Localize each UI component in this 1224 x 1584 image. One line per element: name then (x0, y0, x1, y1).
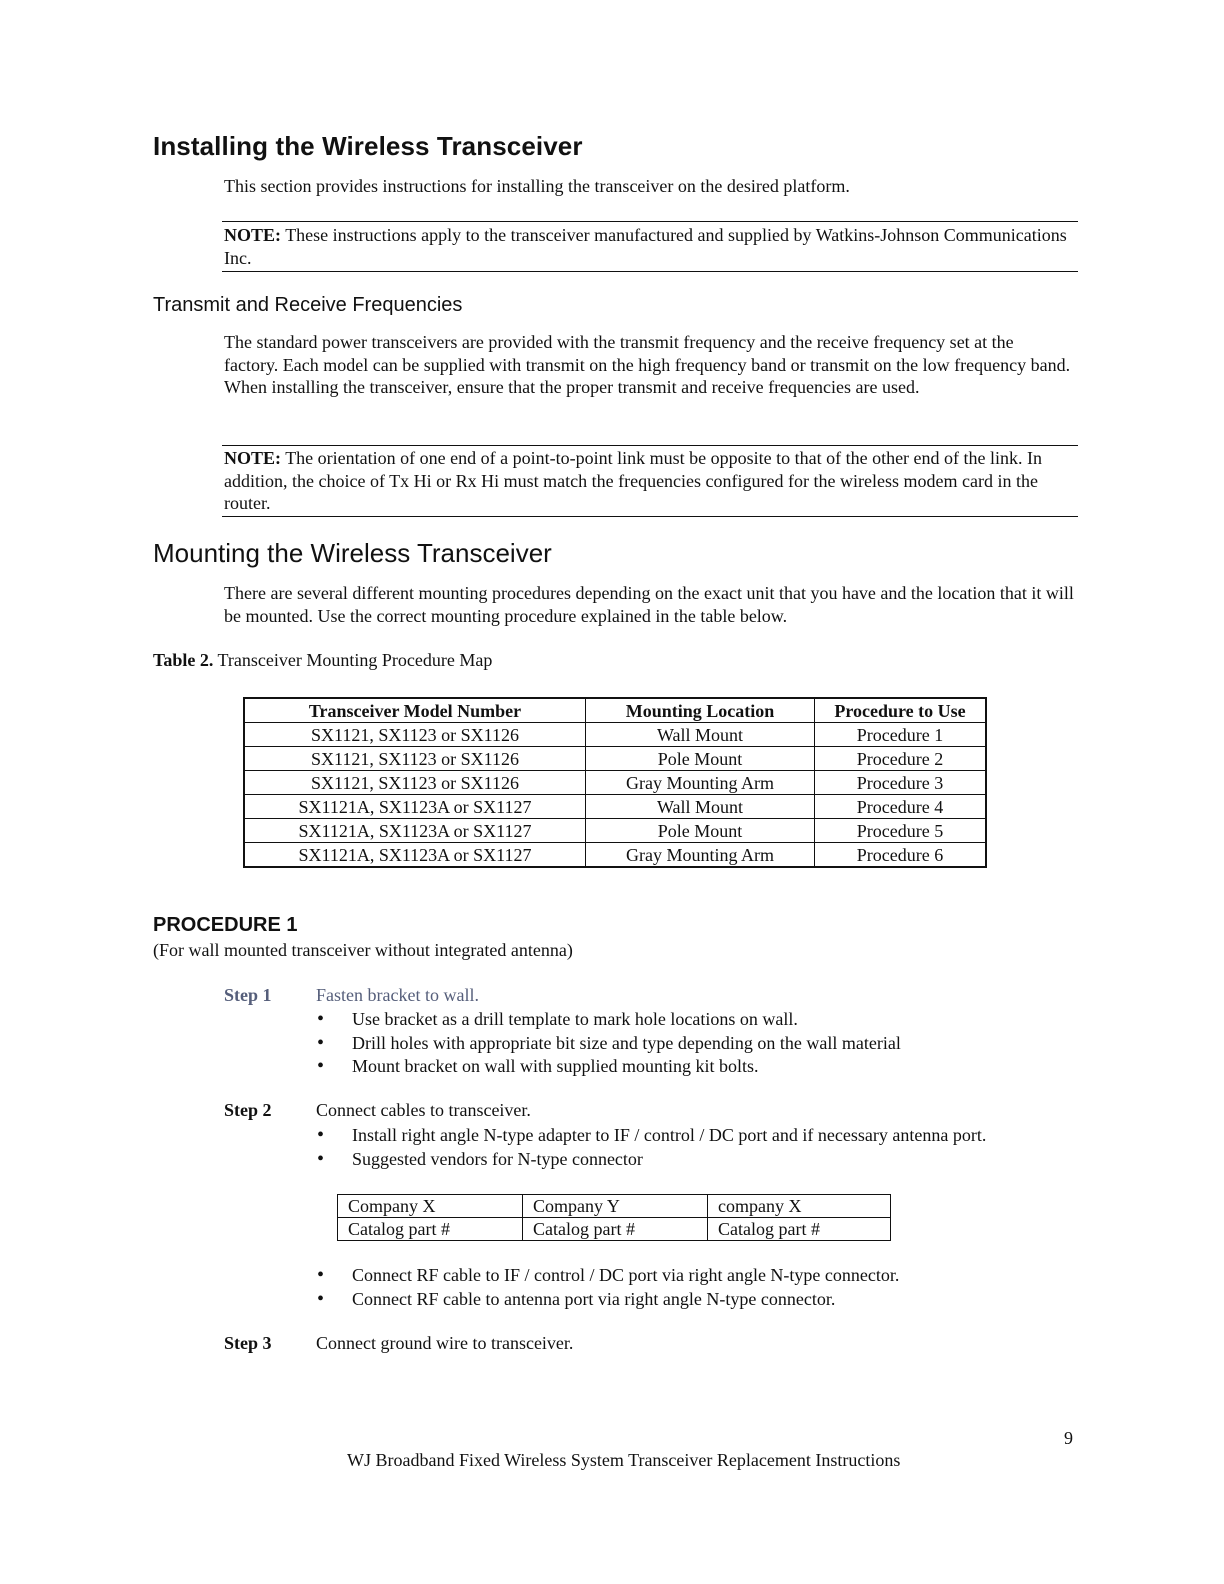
mounting-intro: There are several different mounting procedures depending on the exact unit that you have and the location that it will be mounted. Use the correct mounting procedure explained in the table below. (224, 583, 1074, 626)
step-3-text: Connect ground wire to transceiver. (316, 1333, 574, 1353)
vendor-cell: company X (708, 1195, 891, 1218)
mounting-procedure-table (243, 697, 987, 868)
cell-location: Pole Mount (586, 819, 815, 843)
cell-procedure: Procedure 4 (815, 795, 987, 819)
section-title-installing: Installing the Wireless Transceiver (153, 131, 583, 161)
step-1-label: Step 1 (224, 985, 272, 1005)
list-item: • Drill holes with appropriate bit size and type depending on the wall material (317, 1032, 901, 1056)
cell-procedure: Procedure 1 (815, 723, 987, 747)
note-text: The orientation of one end of a point-to-point link must be opposite to that of the other end of the link. In addition, the choice of Tx Hi or Rx Hi must match the frequencies configured for the wireless modem card in the router. (224, 448, 1043, 513)
table-row (244, 795, 986, 819)
step-2-bullets (317, 1124, 986, 1171)
table-header-row (244, 698, 986, 723)
cell-procedure: Procedure 5 (815, 819, 987, 843)
page-number: 9 (1064, 1428, 1073, 1448)
step-2-text: Connect cables to transceiver. (316, 1100, 531, 1120)
cell-location: Pole Mount (586, 747, 815, 771)
note-bottom-rule (222, 516, 1078, 517)
vendor-table (337, 1194, 891, 1241)
note-bottom-rule (222, 271, 1078, 272)
table-row (244, 843, 986, 868)
vendor-cell: Catalog part # (523, 1218, 708, 1241)
list-item: • Mount bracket on wall with supplied mounting kit bolts. (317, 1055, 901, 1079)
table-row (338, 1195, 891, 1218)
table-caption-text: Transceiver Mounting Procedure Map (213, 650, 493, 670)
cell-procedure: Procedure 3 (815, 771, 987, 795)
table-row (244, 771, 986, 795)
list-item: • Install right angle N-type adapter to IF / control / DC port and if necessary antenna port. (317, 1124, 986, 1148)
note-label: NOTE: (224, 225, 282, 245)
table-row (244, 723, 986, 747)
note-top-rule (222, 221, 1078, 222)
cell-model: SX1121, SX1123 or SX1126 (244, 723, 586, 747)
section-title-mounting: Mounting the Wireless Transceiver (153, 538, 552, 568)
list-item: • Connect RF cable to IF / control / DC port via right angle N-type connector. (317, 1264, 899, 1288)
column-header-model: Transceiver Model Number (244, 698, 586, 723)
vendor-cell: Catalog part # (708, 1218, 891, 1241)
table-row (244, 819, 986, 843)
table-caption (153, 650, 492, 671)
cell-location: Gray Mounting Arm (586, 771, 815, 795)
table-row (244, 747, 986, 771)
list-item: • Connect RF cable to antenna port via right angle N-type connector. (317, 1288, 899, 1312)
cell-model: SX1121A, SX1123A or SX1127 (244, 843, 586, 868)
vendor-cell: Company X (338, 1195, 523, 1218)
footer-title: WJ Broadband Fixed Wireless System Transceiver Replacement Instructions (347, 1450, 901, 1470)
step-2-bullets-after (317, 1264, 899, 1311)
note-label: NOTE: (224, 448, 282, 468)
section-intro: This section provides instructions for installing the transceiver on the desired platform. (224, 176, 850, 196)
cell-location: Gray Mounting Arm (586, 843, 815, 868)
note-box-2 (224, 447, 1074, 515)
list-item: • Use bracket as a drill template to mark hole locations on wall. (317, 1008, 901, 1032)
column-header-procedure: Procedure to Use (815, 698, 987, 723)
procedure-subtitle: (For wall mounted transceiver without integrated antenna) (153, 940, 573, 960)
vendor-cell: Company Y (523, 1195, 708, 1218)
step-2-label: Step 2 (224, 1100, 272, 1120)
cell-location: Wall Mount (586, 795, 815, 819)
table-caption-label: Table 2. (153, 650, 214, 670)
subsection-title-frequencies: Transmit and Receive Frequencies (153, 294, 463, 316)
cell-procedure: Procedure 2 (815, 747, 987, 771)
cell-model: SX1121A, SX1123A or SX1127 (244, 819, 586, 843)
column-header-location: Mounting Location (586, 698, 815, 723)
vendor-cell: Catalog part # (338, 1218, 523, 1241)
cell-location: Wall Mount (586, 723, 815, 747)
note-box-1 (224, 224, 1074, 269)
step-1-bullets (317, 1008, 901, 1079)
step-3-label: Step 3 (224, 1333, 272, 1353)
cell-model: SX1121, SX1123 or SX1126 (244, 771, 586, 795)
step-1-text: Fasten bracket to wall. (316, 985, 479, 1005)
cell-procedure: Procedure 6 (815, 843, 987, 868)
procedure-title: PROCEDURE 1 (153, 914, 298, 936)
cell-model: SX1121, SX1123 or SX1126 (244, 747, 586, 771)
frequencies-body: The standard power transceivers are provided with the transmit frequency and the receive frequency set at the factory. Each model can be supplied with transmit on the high frequency band or transmit on the low frequency band. When installing the transceiver, ensure that the proper transmit and receive frequencies are used. (224, 332, 1071, 397)
note-top-rule (222, 445, 1078, 446)
table-row (338, 1218, 891, 1241)
list-item: • Suggested vendors for N-type connector (317, 1148, 986, 1172)
note-text: These instructions apply to the transceiver manufactured and supplied by Watkins-Johnson Communications Inc. (224, 225, 1067, 268)
cell-model: SX1121A, SX1123A or SX1127 (244, 795, 586, 819)
